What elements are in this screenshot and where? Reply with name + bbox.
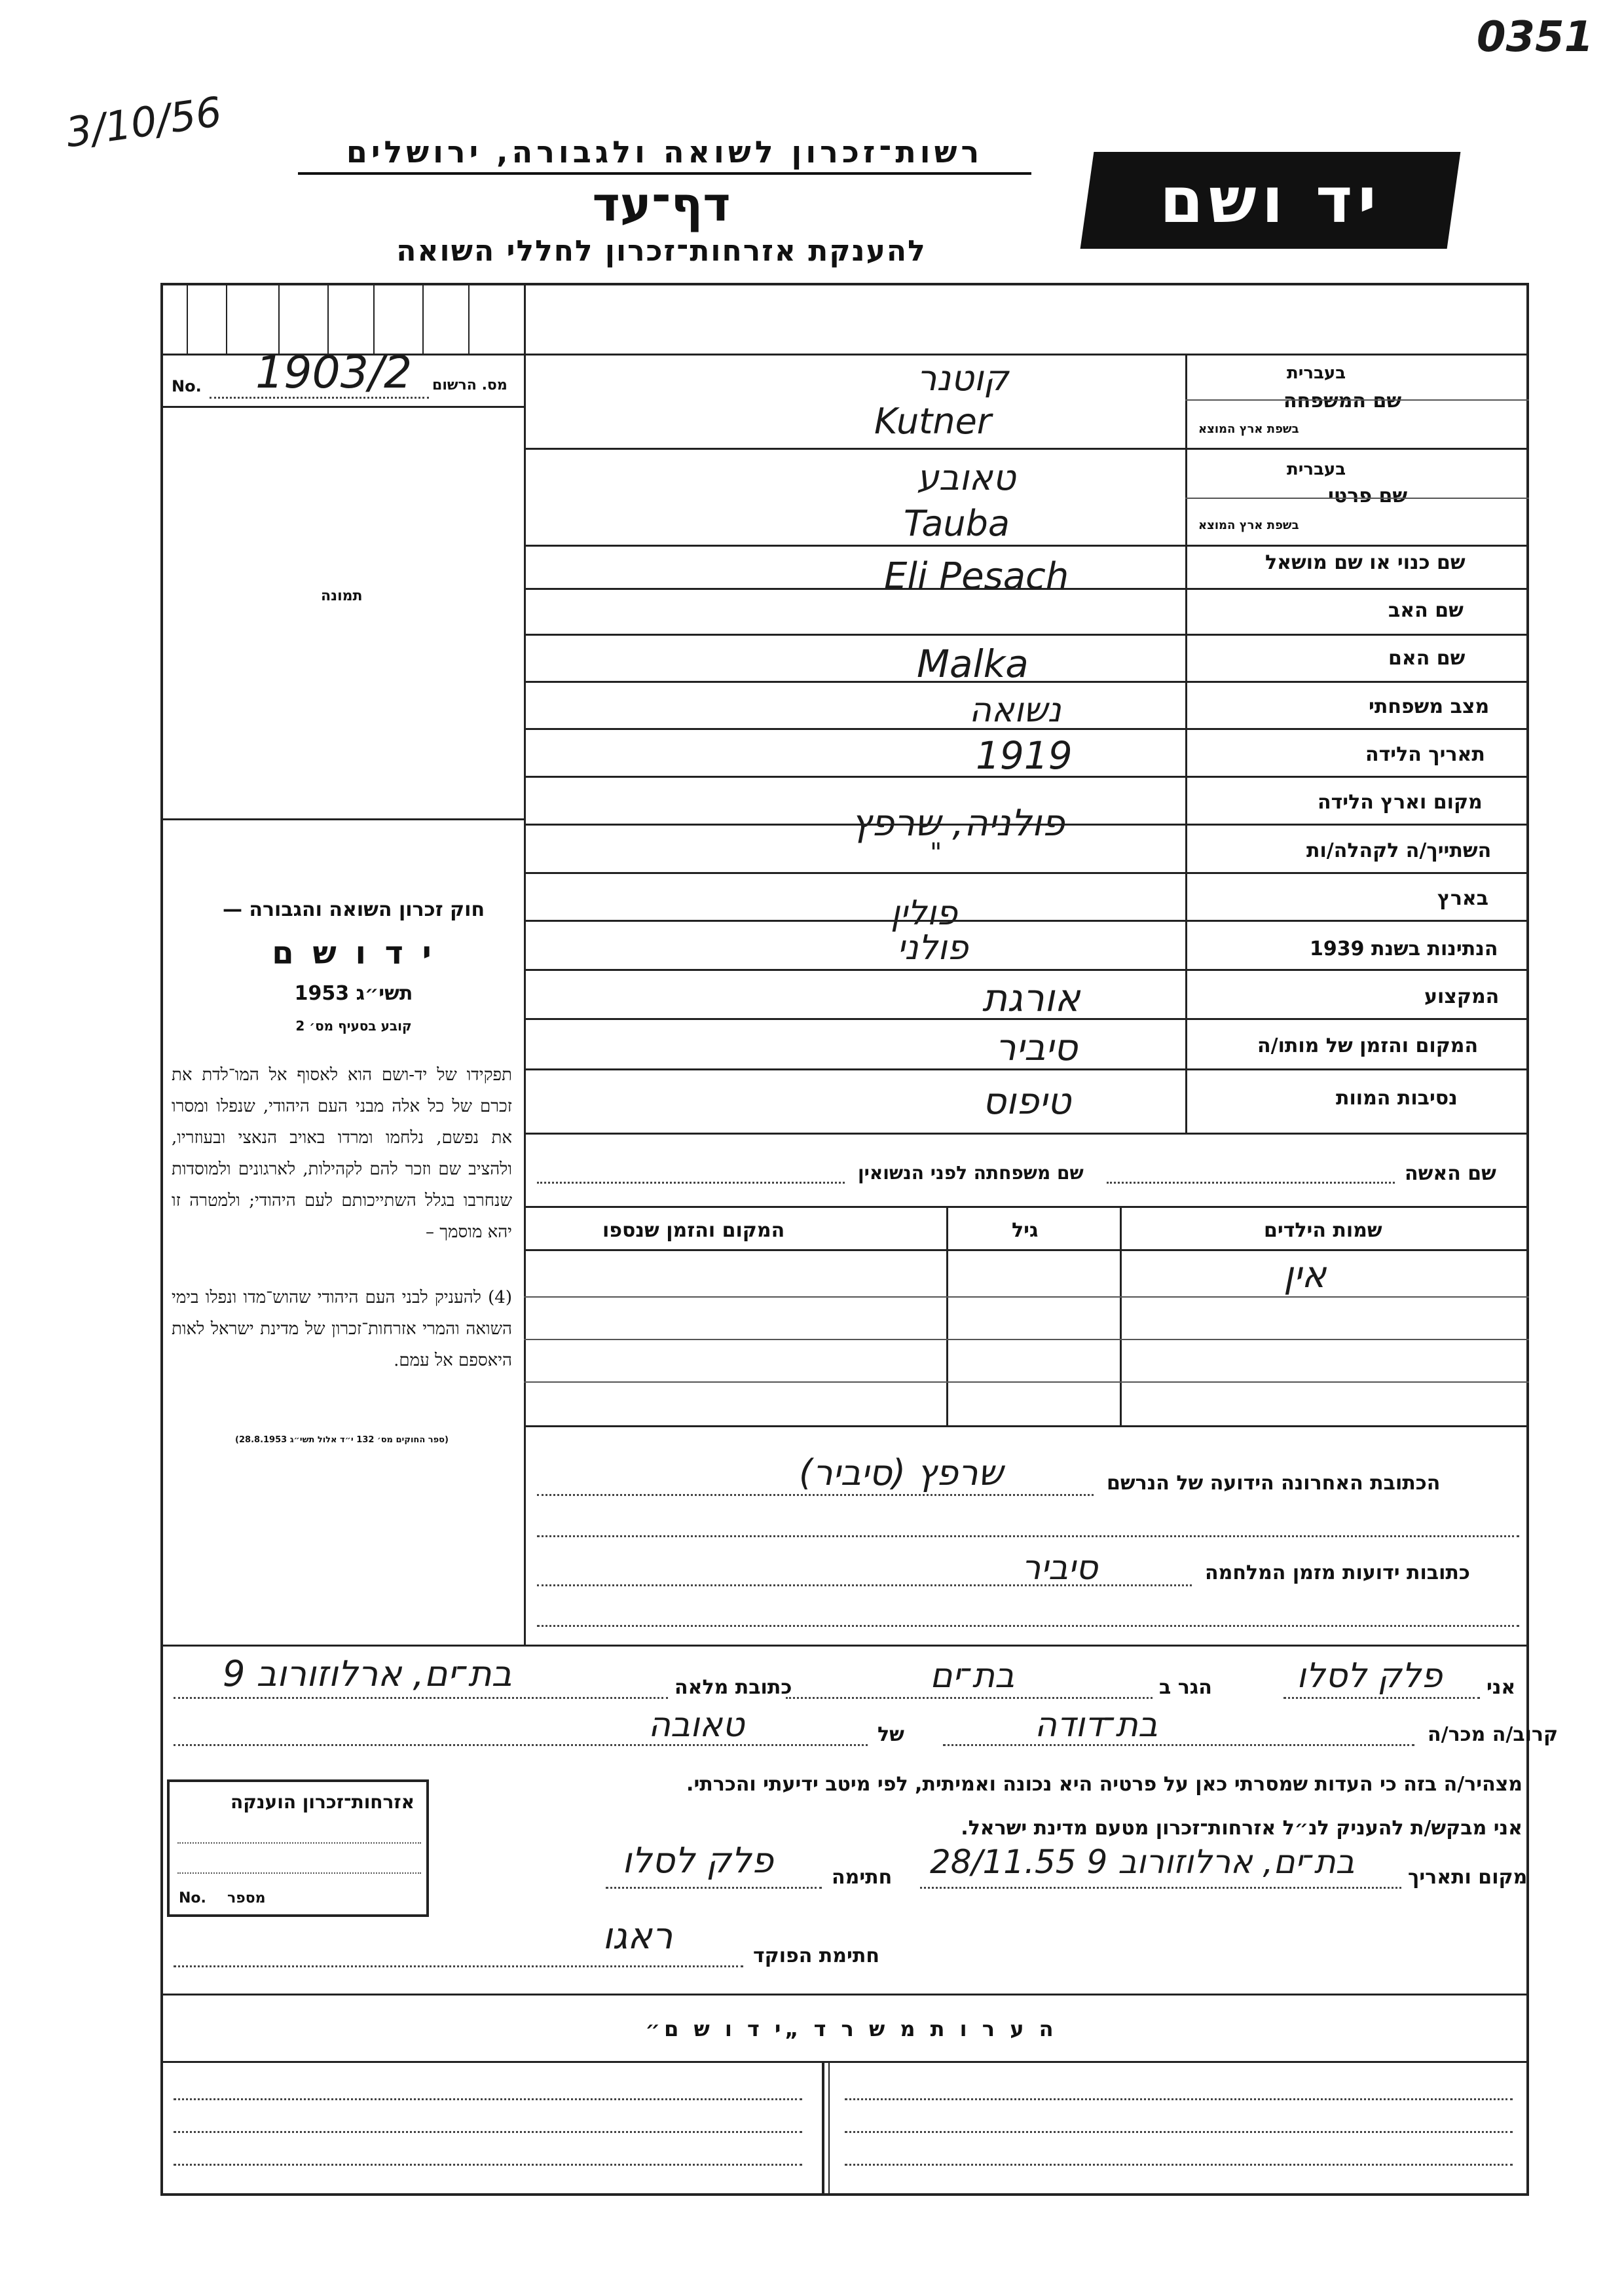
citizenship-granted-box — [167, 1779, 429, 1917]
registry-no-label: No. — [172, 377, 202, 395]
children-death-header: המקום והזמן שנספו — [602, 1219, 785, 1242]
declarant-city: בת־ים — [930, 1656, 1015, 1696]
field-country-label: בארץ — [1437, 887, 1489, 910]
registry-number: 1903/2 — [255, 347, 413, 399]
spouse-maiden-label: שם משפחתה לפני הנשואין — [858, 1162, 1084, 1184]
signature-value: פלק לסלו — [622, 1840, 774, 1881]
field-community-label: השתייך/ה לקהלה/ות — [1306, 839, 1492, 862]
law-clause: קובע בסעיף מס׳ 2 — [295, 1018, 412, 1034]
field-first-name-hebrew-sublabel: בעברית — [1287, 460, 1346, 479]
officer-signature-value: ראגו — [602, 1915, 673, 1958]
value-family-name-latin: Kutner — [874, 401, 992, 442]
officer-signature-label: חתימת הפוקד — [753, 1944, 879, 1967]
field-death-circumstances-label: נסיבות המוות — [1336, 1087, 1458, 1110]
photo-area — [162, 408, 524, 817]
declarant-resides-label: הגר ב — [1159, 1676, 1212, 1699]
field-first-name-origin-sublabel: בשפת ארץ המוצא — [1198, 519, 1299, 532]
citizenship-granted-title: אזרחות־זכרון הוענקה — [231, 1791, 415, 1813]
law-year: תשי״ג 1953 — [294, 982, 413, 1005]
field-family-name-origin-sublabel: בשפת ארץ המוצא — [1198, 422, 1299, 436]
declaration-text: מצהיר/ה בזה כי העדות שמסרתי כאן על פרטיה היא נכונה ואמיתית, לפי מיטב ידיעתי והכרתי. — [686, 1773, 1522, 1796]
value-death-place: סיביר — [995, 1027, 1078, 1069]
request-text: אני מבקש/ת להעניק לנ״ל אזרחות־זכרון מטעם מדינת ישראל. — [961, 1817, 1522, 1840]
value-community: " — [930, 838, 942, 868]
law-title: חוק זכרון השואה והגבורה — — [222, 898, 485, 921]
value-mother-name: Malka — [917, 642, 1029, 686]
field-profession-label: המקצוע — [1424, 985, 1500, 1008]
relation-value: בת־דודה — [1035, 1705, 1158, 1745]
place-date-label: מקום ותאריך — [1408, 1866, 1528, 1889]
form-title: דף־עד — [592, 177, 731, 232]
relation-label: קרוב/ה מכר/ה — [1428, 1723, 1559, 1746]
field-family-name-hebrew-sublabel: בעברית — [1287, 363, 1346, 383]
value-death-circumstances: טיפוס — [982, 1080, 1071, 1123]
value-marital-status: נשואה — [969, 691, 1061, 730]
field-nickname-label: שם כנוי או שם מושאל — [1265, 551, 1466, 574]
value-citizenship: פולני — [897, 928, 969, 968]
citizenship-no-label: No. — [179, 1890, 206, 1906]
citizenship-number-label: מספר — [227, 1890, 266, 1906]
field-mother-name-label: שם האם — [1388, 647, 1466, 670]
last-address-value: (סיביר) שרפץ — [799, 1452, 1003, 1493]
war-address-label: כתובות ידועות מזמן המלחמה — [1205, 1561, 1470, 1584]
children-names-header: שמות הילדים — [1264, 1219, 1382, 1242]
field-citizenship-label: הנתינות בשנת 1939 — [1310, 938, 1498, 960]
institution-name: רשות־זכרון לשואה ולגבורה, ירושלים — [298, 134, 1031, 175]
field-first-name-label: שם פרטי — [1328, 484, 1408, 507]
field-family-name-label: שם המשפחה — [1283, 390, 1402, 412]
photo-label: תמונה — [321, 588, 363, 604]
war-address-value: סיביר — [1022, 1548, 1098, 1588]
value-first-name-hebrew: טאובע — [917, 457, 1016, 498]
archive-number: 0351 — [1477, 13, 1594, 62]
last-address-label: הכתובת האחרונה הידועה של הנרשם — [1107, 1472, 1441, 1495]
law-item-4: (4) להעניק לבני העם היהודי שהוש־מדו ונפלו בימי השואה והמרי אזרחות־זכרון של מדינת ישראל לאות היאספם אל עמם. — [172, 1288, 512, 1370]
declarant-i-label: אני — [1486, 1676, 1516, 1699]
field-death-place-label: המקום והזמן של מותו/ה — [1257, 1034, 1479, 1057]
field-birth-place-label: מקום וארץ הלידה — [1318, 791, 1483, 814]
law-name: י ד ו ש ם — [272, 935, 435, 972]
margin-note: 3/10/56 — [63, 87, 225, 157]
field-birth-date-label: תאריך הלידה — [1365, 743, 1485, 766]
declarant-address-label: כתובת מלאה — [674, 1676, 792, 1699]
value-country: פולין — [891, 894, 957, 933]
place-date-value: בת־ים, ארלוזורוב 9 28/11.55 — [930, 1843, 1355, 1881]
declarant-name: פלק לסלו — [1297, 1656, 1443, 1696]
remarks-title: ה ע ר ו ת מ ש ר ד „י ד ו ש ם״ — [645, 2016, 1058, 2041]
signature-label: חתימה — [832, 1866, 893, 1889]
children-age-header: גיל — [1012, 1219, 1039, 1242]
field-marital-status-label: מצב משפחתי — [1369, 695, 1490, 718]
value-first-name-latin: Tauba — [904, 503, 1010, 544]
relation-of-value: טאובה — [648, 1705, 745, 1745]
relation-of-label: של — [877, 1723, 904, 1746]
children-value: אין — [1283, 1254, 1327, 1296]
value-family-name-hebrew: קוטנר — [917, 357, 1009, 399]
declarant-address: בת־ים, ארלוזורוב 9 — [223, 1653, 512, 1694]
registry-label: מס. הרשום — [432, 377, 507, 393]
law-paragraph: תפקידו של יד-ושם הוא לאסוף אל המו־לדת את זכרם של כל אלה מבני העם היהודי, שנפלו ומסרו את נפשם, נלחמו ומרדו באויב הנאצי ובעוזריו, ולהציב שם וזכר להם לקהילות, לארגונים ולמוסדות שנחרבו בגלל השתייכותם לעם היהודי; ולמטרה זו יהא מוסמך – — [172, 1065, 512, 1242]
value-profession: אורגת — [982, 975, 1080, 1020]
value-father-name: Eli Pesach — [884, 555, 1069, 598]
field-father-name-label: שם האב — [1388, 599, 1464, 622]
value-birth-date: 1919 — [976, 733, 1073, 778]
value-birth-place: פולניה, שרפץ — [851, 802, 1065, 845]
spouse-label: שם האשה — [1405, 1162, 1496, 1185]
yad-vashem-logo: יד ושם — [1080, 152, 1461, 249]
law-citation: (ספר החוקים מס׳ 132 י״ד אלול תשי״ג 28.8.1953) — [235, 1435, 449, 1445]
form-subtitle: להענקת אזרחות־זכרון לחללי השואה — [396, 234, 927, 268]
